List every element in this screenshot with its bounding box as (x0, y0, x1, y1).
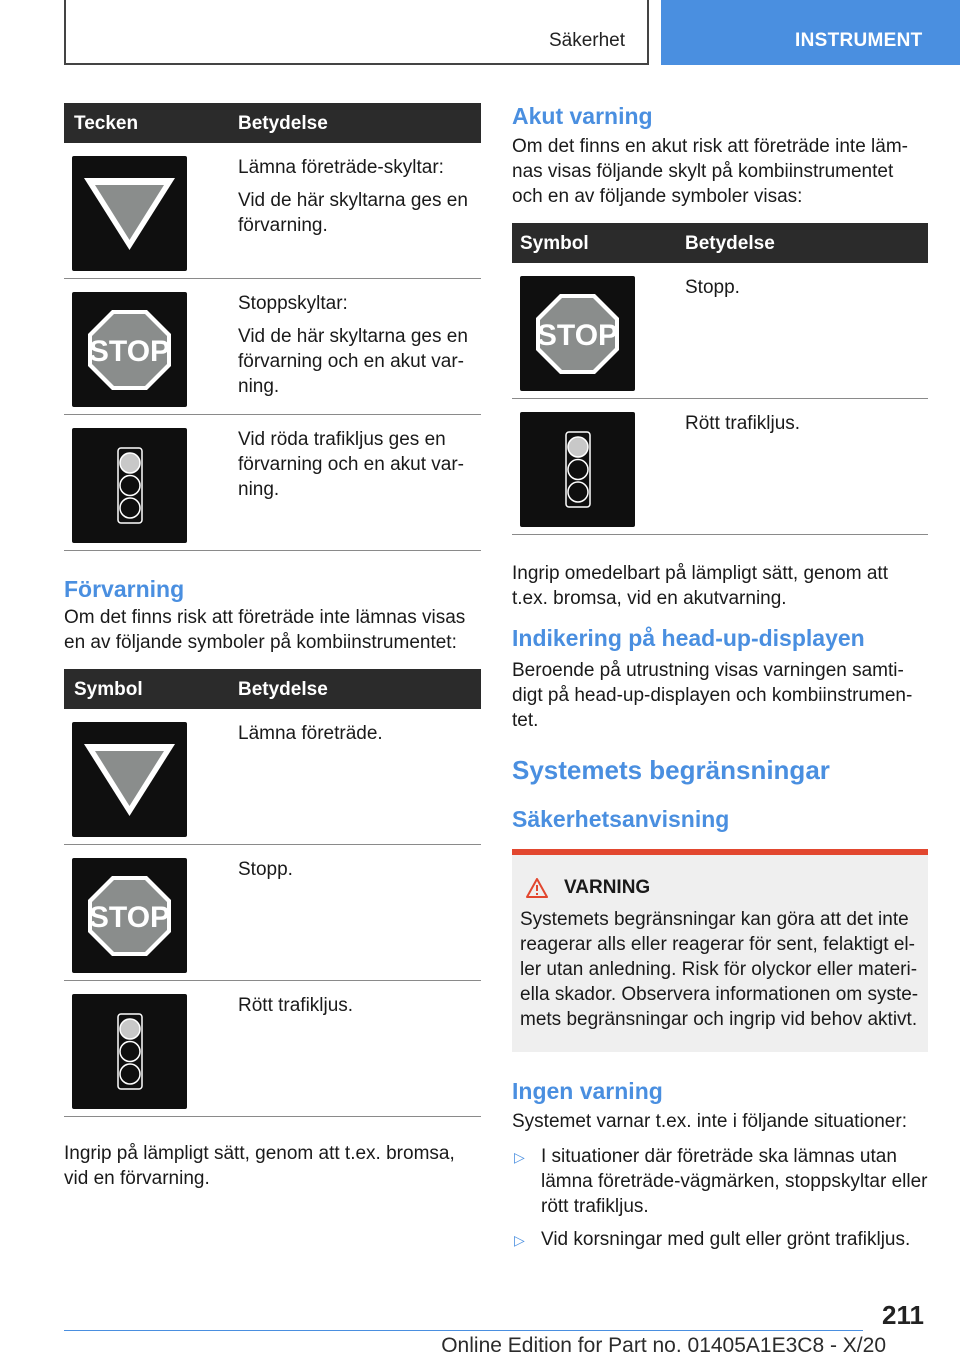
table-header-col2: Betydelse (238, 113, 328, 134)
bullet-triangle-icon: ▷ (514, 1149, 525, 1165)
table-header-col1: Tecken (74, 113, 139, 134)
no-warning-text: Systemet varnar t.ex. inte i följande situationer: (512, 1111, 907, 1132)
row-text: Stoppskyltar: (238, 293, 348, 314)
bullet-triangle-icon: ▷ (514, 1232, 525, 1248)
footer-divider (64, 1330, 863, 1331)
row-text: Rött trafikljus. (685, 413, 801, 434)
warning-triangle-icon (526, 878, 548, 898)
table-row (64, 143, 481, 279)
page-number: 211 (882, 1300, 924, 1330)
row-text: Vid de här skyltarna ges en förvarning och en akut var-ning. (238, 326, 468, 397)
traffic-light-image (520, 412, 635, 527)
akut-symbols-table (512, 223, 928, 535)
table-header-col1: Symbol (520, 233, 589, 254)
yield-sign-icon (72, 722, 187, 837)
table-row (64, 845, 481, 981)
row-text: Lämna företräde. (238, 723, 383, 744)
table-row (64, 709, 481, 845)
table-header (64, 669, 481, 709)
row-text: Rött trafikljus. (238, 995, 354, 1016)
stop-sign-image (520, 276, 635, 391)
row-text: Stopp. (238, 859, 293, 880)
table-header-col2: Betydelse (238, 679, 328, 700)
stop-sign-image (72, 292, 187, 407)
safety-heading: Säkerhetsanvisning (512, 806, 730, 832)
traffic-light-image (72, 428, 187, 543)
row-text: Vid de här skyltarna ges en förvarning. (238, 190, 468, 236)
warning-text: Systemets begränsningar kan göra att det inte reagerar alls eller reagerar för sent, felaktigt el-ler utan anledning. Risk för olyckor eller materi-ella skador. Observera informationen om syste-mets begränsningar och ingrip vid behov aktivt. (520, 909, 919, 1030)
table-row (64, 279, 481, 415)
list-item (512, 1144, 928, 1219)
forvarning-text: Om det finns risk att företräde inte lämnas visas en av följande symboler på kombiinstrumentet: (64, 607, 466, 653)
warning-title (526, 877, 920, 899)
signs-table (64, 103, 481, 551)
symbols-table (64, 669, 481, 1117)
forvarning-heading: Förvarning (64, 576, 185, 602)
left-column (64, 103, 481, 1191)
yield-sign-image (72, 156, 187, 271)
table-header (512, 223, 928, 263)
row-text: Vid röda trafikljus ges en förvarning och en akut var-ning. (238, 429, 465, 500)
akut-text: Om det finns en akut risk att företräde inte läm-nas visas följande skylt på kombiinstrumentet och en av följande symboler visas: (512, 136, 909, 207)
traffic-light-image (72, 994, 187, 1109)
list-item-text: Vid korsningar med gult eller grönt trafikljus. (541, 1229, 911, 1250)
traffic-light-icon (520, 412, 635, 527)
table-row (512, 399, 928, 535)
stop-sign-icon (72, 858, 187, 973)
traffic-light-icon (72, 428, 187, 543)
no-warning-heading: Ingen varning (512, 1078, 663, 1104)
list-item (512, 1227, 928, 1252)
hud-text: Beroende på utrustning visas varningen samti-digt på head-up-displayen och kombiinstrumen-tet. (512, 660, 913, 731)
header-section-title: Säkerhet (548, 30, 625, 51)
stop-sign-icon (72, 292, 187, 407)
header-tab-instrument[interactable] (661, 0, 960, 65)
footer-edition: Online Edition for Part no. 01405A1E3C8 - X/20 (441, 1334, 886, 1357)
table-header (64, 103, 481, 143)
akut-heading: Akut varning (512, 103, 653, 129)
header-tab-label: INSTRUMENT (795, 30, 923, 51)
no-warning-list (512, 1144, 928, 1252)
limits-heading: Systemets begränsningar (512, 755, 830, 785)
table-row (64, 981, 481, 1117)
traffic-light-icon (72, 994, 187, 1109)
row-text: Lämna företräde-skyltar: (238, 157, 444, 178)
yield-sign-icon (72, 156, 187, 271)
warning-box (512, 849, 928, 1052)
row-text: Stopp. (685, 277, 740, 298)
table-header-col2: Betydelse (685, 233, 775, 254)
stop-sign-image (72, 858, 187, 973)
list-item-text: I situationer där företräde ska lämnas utan lämna företräde-vägmärken, stoppskyltar eller rött trafikljus. (541, 1146, 928, 1217)
closing-text: Ingrip på lämpligt sätt, genom att t.ex. bromsa, vid en förvarning. (64, 1143, 455, 1189)
header-section-box (64, 0, 649, 65)
table-row (512, 263, 928, 399)
table-cell-meaning (238, 427, 477, 502)
stop-sign-icon (520, 276, 635, 391)
yield-sign-image (72, 722, 187, 837)
table-cell-meaning (238, 291, 477, 399)
hud-heading: Indikering på head-up-displayen (512, 625, 865, 651)
table-header-col1: Symbol (74, 679, 143, 700)
table-cell-meaning (238, 155, 477, 238)
warning-title-text: VARNING (564, 877, 651, 898)
akut-closing-text: Ingrip omedelbart på lämpligt sätt, genom att t.ex. bromsa, vid en akutvarning. (512, 563, 888, 609)
table-row (64, 415, 481, 551)
right-column (512, 103, 928, 1260)
